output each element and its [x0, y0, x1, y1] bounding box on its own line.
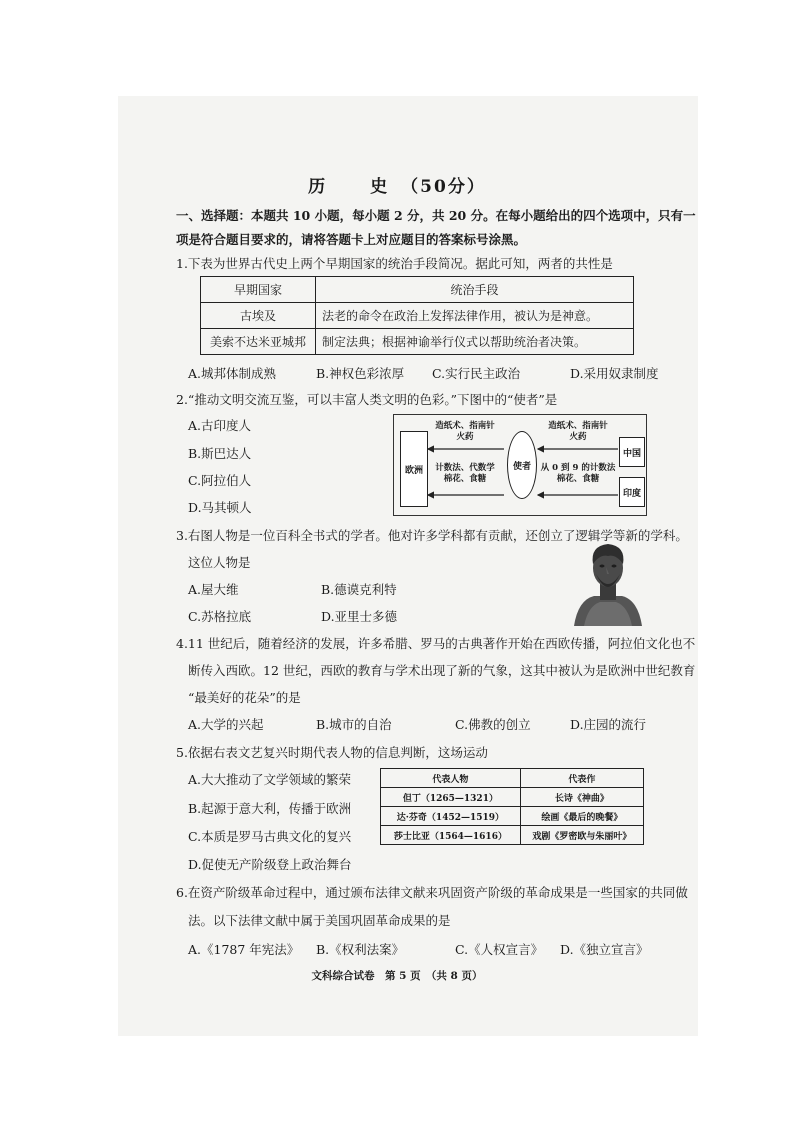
q6-option-d: D.《独立宣言》 [560, 942, 649, 957]
flow-label-line: 火药 [456, 432, 474, 442]
q5-option-c: C.本质是罗马古典文化的复兴 [188, 829, 352, 844]
flow-label-line: 从 0 到 9 的计数法 [540, 463, 616, 473]
table-cell: 长诗《神曲》 [520, 788, 643, 807]
flow-label-line: 计数法、代数学 [435, 463, 495, 473]
q4-option-d: D.庄园的流行 [570, 717, 647, 732]
table-cell: 莎士比亚（1564—1616） [381, 826, 521, 845]
table-row [201, 329, 634, 355]
q5-option-a: A.大大推动了文学领域的繁荣 [188, 772, 352, 787]
table-cell: 美索不达米亚城邦 [201, 329, 316, 355]
table-header: 代表作 [520, 769, 643, 788]
q1-option-d: D.采用奴隶制度 [570, 366, 659, 381]
table-row [381, 807, 644, 826]
table-cell: 古埃及 [201, 303, 316, 329]
q4-option-b: B.城市的自治 [316, 717, 392, 732]
flow-label-line: 棉花、食糖 [556, 474, 600, 484]
score-label: （50分） [401, 177, 486, 197]
page-title [0, 172, 794, 197]
table-cell: 戏剧《罗密欧与朱丽叶》 [520, 826, 643, 845]
page-footer: 文科综合试卷 第 5 页 （共 8 页） [311, 970, 483, 982]
q4-line-1: 4.11 世纪后，随着经济的发展，许多希腊、罗马的古典著作开始在西欧传播，阿拉伯文化也不 [176, 636, 696, 651]
table-cell: 达·芬奇（1452—1519） [381, 807, 521, 826]
flow-label-line: 棉花、食糖 [443, 474, 487, 484]
flow-label [540, 421, 616, 443]
flow-label-line: 造纸术、指南针 [548, 421, 608, 431]
q4-option-c: C.佛教的创立 [455, 717, 531, 732]
table-row [381, 769, 644, 788]
q2-stem: 2.“推动文明交流互鉴，可以丰富人类文明的色彩。”下图中的“使者”是 [176, 392, 558, 407]
q3-option-c: C.苏格拉底 [188, 609, 252, 624]
q3-option-a: A.屋大维 [188, 582, 239, 597]
q5-table [380, 768, 644, 845]
q2-option-d: D.马其顿人 [188, 500, 252, 515]
q6-line-1: 6.在资产阶级革命过程中，通过颁布法律文献来巩固资产阶级的革命成果是一些国家的共同做 [176, 885, 688, 900]
q5-option-d: D.促使无产阶级登上政治舞台 [188, 857, 352, 872]
flow-label-line: 造纸术、指南针 [435, 421, 495, 431]
section-instruction-2: 项是符合题目要求的，请将答题卡上对应题目的答案标号涂黑。 [176, 232, 527, 247]
q4-line-2: 断传入西欧。12 世纪，西欧的教育与学术出现了新的气象，这其中被认为是欧洲中世纪教育 [188, 663, 696, 678]
q2-option-c: C.阿拉伯人 [188, 473, 252, 488]
table-row [381, 788, 644, 807]
q3-stem-2: 这位人物是 [188, 555, 251, 570]
flow-label [540, 463, 616, 485]
table-header: 早期国家 [201, 277, 316, 303]
envoy-oval: 使者 [507, 431, 537, 499]
table-cell: 但丁（1265—1321） [381, 788, 521, 807]
table-header: 统治手段 [316, 277, 634, 303]
india-box: 印度 [619, 477, 645, 507]
q1-option-a: A.城邦体制成熟 [188, 366, 277, 381]
q2-option-b: B.斯巴达人 [188, 446, 252, 461]
q2-exchange-diagram [393, 414, 647, 516]
q3-option-d: D.亚里士多德 [321, 609, 398, 624]
flow-label [430, 421, 500, 443]
table-cell: 法老的命令在政治上发挥法律作用，被认为是神意。 [316, 303, 634, 329]
q5-option-b: B.起源于意大利，传播于欧洲 [188, 801, 352, 816]
table-row [201, 277, 634, 303]
q6-option-c: C.《人权宣言》 [455, 942, 544, 957]
q6-option-b: B.《权利法案》 [316, 942, 405, 957]
table-row [201, 303, 634, 329]
subject-title: 历 史 [308, 177, 402, 197]
q4-option-a: A.大学的兴起 [188, 717, 264, 732]
q1-table [200, 276, 634, 355]
philosopher-bust-image [570, 540, 646, 626]
europe-box: 欧洲 [400, 431, 428, 507]
section-instruction-1: 一、选择题：本题共 10 小题，每小题 2 分，共 20 分。在每小题给出的四个选项中，只有一 [176, 208, 696, 223]
q5-stem: 5.依据右表文艺复兴时期代表人物的信息判断，这场运动 [176, 745, 488, 760]
table-header: 代表人物 [381, 769, 521, 788]
china-box: 中国 [619, 437, 645, 467]
q2-option-a: A.古印度人 [188, 418, 252, 433]
table-row [381, 826, 644, 845]
q6-option-a: A.《1787 年宪法》 [188, 942, 300, 957]
table-cell: 绘画《最后的晚餐》 [520, 807, 643, 826]
flow-label-line: 火药 [569, 432, 587, 442]
q1-option-b: B.神权色彩浓厚 [316, 366, 405, 381]
flow-label [430, 463, 500, 485]
q4-line-3: “最美好的花朵”的是 [188, 690, 301, 705]
q6-line-2: 法。以下法律文献中属于美国巩固革命成果的是 [188, 913, 451, 928]
table-cell: 制定法典；根据神谕举行仪式以帮助统治者决策。 [316, 329, 634, 355]
q1-option-c: C.实行民主政治 [432, 366, 521, 381]
q3-stem: 3.右图人物是一位百科全书式的学者。他对许多学科都有贡献，还创立了逻辑学等新的学科。 [176, 528, 688, 543]
q3-option-b: B.德谟克利特 [321, 582, 397, 597]
q1-stem: 1.下表为世界古代史上两个早期国家的统治手段简况。据此可知，两者的共性是 [176, 256, 613, 271]
